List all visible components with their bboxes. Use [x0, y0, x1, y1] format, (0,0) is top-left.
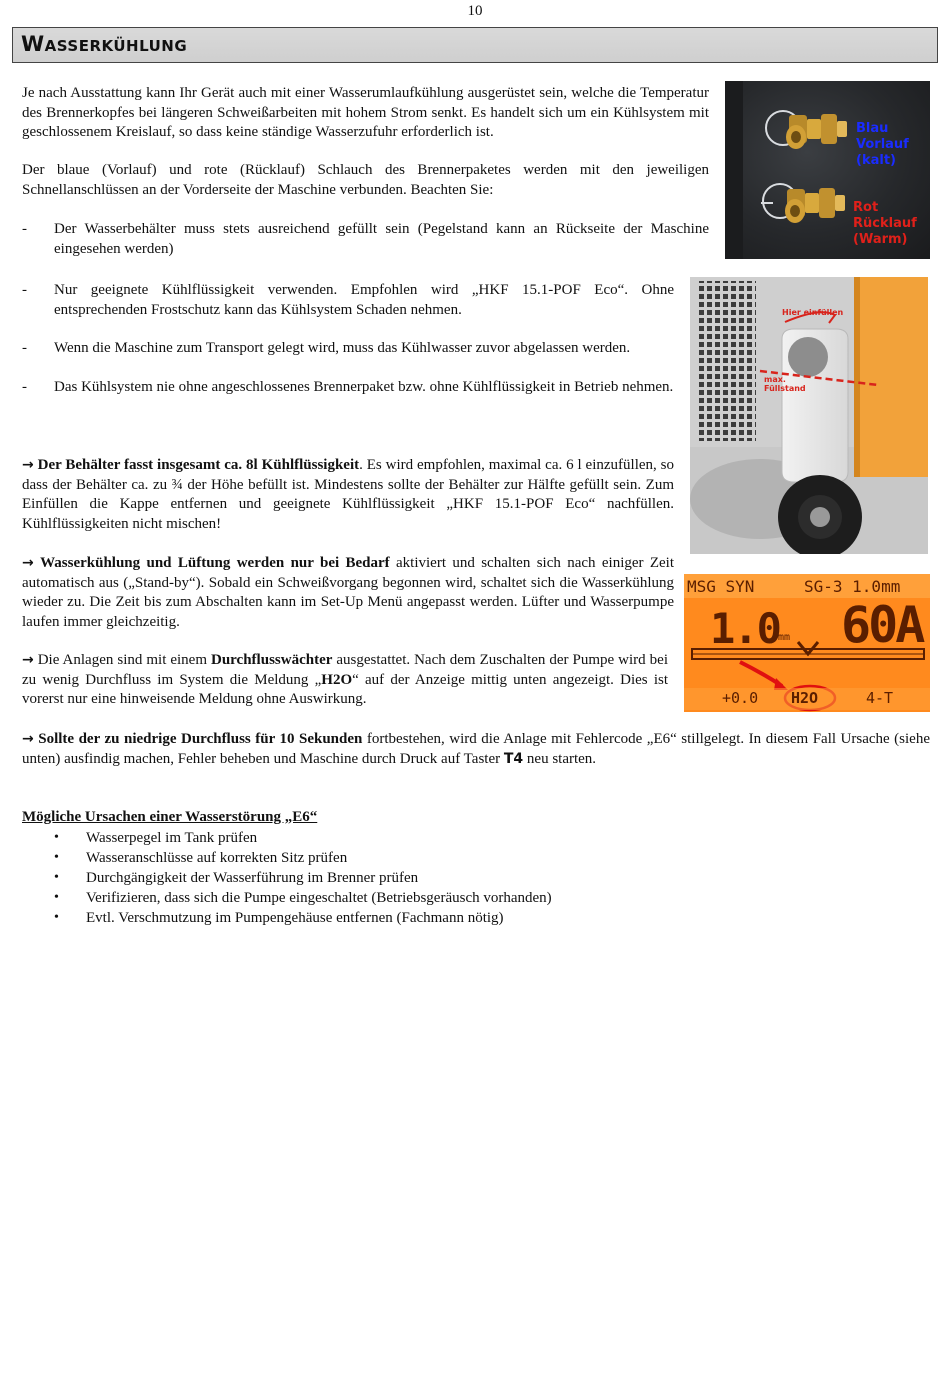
display-bottom-right: 4-T — [866, 689, 894, 707]
dash-item-4: Das Kühlsystem nie ohne angeschlossenes Brennerpaket bzw. ohne Kühlflüssigkeit in Betrieb nehmen. — [54, 379, 674, 395]
key-t4: T4 — [503, 750, 524, 767]
blue-label-line-1: Blau — [856, 121, 889, 136]
list-item: • Wasseranschlüsse auf korrekten Sitz prüfen — [46, 848, 552, 868]
control-display — [684, 574, 930, 712]
shutdown-paragraph — [22, 730, 930, 769]
shutdown-end: neu starten. — [523, 750, 597, 767]
display-current: 60A — [841, 596, 923, 654]
dash-item-2: Nur geeignete Kühlflüssigkeit verwenden. Empfohlen wird „HKF 15.1-POF Eco“. Ohne entsprechenden Frostschutz kann das Kühlsystem Schaden nehmen. — [54, 282, 674, 318]
intro-paragraph: Je nach Ausstattung kann Ihr Gerät auch mit einer Wasserumlaufkühlung ausgerüstet sein, welche die Temperatur des Brennerkopfes bei längeren Schweißarbeiten mit hohem Strom senkt. Es handelt sich um ein Kühlsystem mit geschlossenem Kreislauf, so dass keine ständige Wasserzufuhr erforderlich ist. — [22, 85, 709, 141]
red-label-line-3: (Warm) — [853, 232, 908, 247]
flow-bold-2: H2O — [321, 671, 353, 688]
connector-red-label — [853, 200, 917, 248]
flow-text-2: ausgestattet. Nach dem Zuschalten der Pumpe wird bei zu wenig Durchfluss im System die Meldung „ — [22, 652, 668, 688]
dash-marker: - — [22, 379, 27, 395]
dash-item-3: Wenn die Maschine zum Transport gelegt wird, muss das Kühlwasser zuvor abgelassen werden. — [54, 340, 631, 356]
dash-marker: - — [22, 221, 27, 237]
display-thickness-unit: mm — [778, 632, 791, 643]
arrow-icon: → — [22, 555, 34, 571]
flow-text-1: Die Anlagen sind mit einem — [33, 652, 211, 668]
tank-fill-label: Hier einfüllen — [782, 308, 844, 317]
dash-marker: - — [22, 340, 27, 356]
connector-blue-label — [856, 121, 909, 169]
display-thickness: 1.0 — [710, 604, 780, 653]
max-label-line-2: Füllstand — [764, 384, 806, 393]
capacity-text: . Es wird empfohlen, maximal ca. 6 l einzufüllen, so dass der Behälter ca. zu ¾ der Höhe befüllt ist. Mindestens sollte der Behälter zur Hälfte gefüllt sein. Zum Einfüllen die Kappe entfernen und geeignete Kühlflüssigkeit „HKF 15.1-POF Eco“ nachfüllen. Kühlflüssigkeiten nicht mischen! — [22, 457, 674, 532]
tank-photo-art — [690, 277, 928, 554]
arrow-icon: → — [22, 731, 34, 747]
arrow-icon: → — [22, 652, 34, 668]
capacity-bold: Der Behälter fasst insgesamt ca. 8l Kühlflüssigkeit — [37, 457, 360, 473]
list-item: • Wasserpegel im Tank prüfen — [46, 828, 552, 848]
flow-bold-1: Durchflusswächter — [211, 652, 333, 668]
blue-label-line-2: Vorlauf — [856, 137, 909, 152]
shutdown-text: fortbestehen, wird die Anlage mit Fehlercode „E6“ stillgelegt. In diesem Fall Ursache (siehe unten) ausfindig machen, Fehler beheben und Maschine durch Druck auf Taster — [22, 731, 930, 767]
flow-paragraph — [22, 651, 668, 710]
flow-text-3: “ auf der Anzeige mittig unten angezeigt. Dies ist vorerst nur eine hinweisende Meldung ohne Auswirkung. — [22, 671, 669, 708]
dash-item-1: Der Wasserbehälter muss stets ausreichend gefüllt sein (Pegelstand kann an Rückseite der Maschine eingesehen werden) — [54, 221, 709, 257]
causes-list — [46, 828, 552, 928]
causes-heading: Mögliche Ursachen einer Wasserstörung „E6“ — [22, 809, 318, 825]
section-title-bar — [12, 27, 938, 63]
red-label-line-2: Rücklauf — [853, 216, 917, 231]
blue-label-line-3: (kalt) — [856, 153, 896, 168]
connection-paragraph: Der blaue (Vorlauf) und rote (Rücklauf) Schlauch des Brennerpaketes werden mit den jeweiligen Schnellanschlüssen an der Vorderseite der Maschine verbunden. Beachten Sie: — [22, 162, 709, 198]
capacity-paragraph — [22, 456, 674, 534]
standby-text: aktiviert und schalten sich nach einiger Zeit automatisch aus („Stand-by“). Sobald ein Schweißvorgang begonnen wird, schaltet sich die Wasserkühlung wieder zu. Die Zeit bis zum Abschalten kann im Set-Up Menü angepasst werden. Lüfter und Wasserpumpe laufen immer gleichzeitig. — [22, 555, 675, 630]
standby-bold: Wasserkühlung und Lüftung werden nur bei Bedarf — [40, 555, 390, 571]
standby-paragraph — [22, 554, 674, 632]
connectors-photo — [725, 81, 930, 259]
list-item: • Evtl. Verschmutzung im Pumpengehäuse entfernen (Fachmann nötig) — [46, 908, 552, 928]
tank-max-label — [764, 375, 806, 393]
arrow-icon: → — [22, 457, 34, 473]
section-title: Wasserkühlung — [21, 32, 188, 56]
max-label-line-1: max. — [764, 375, 786, 384]
page-number: 10 — [467, 3, 483, 19]
display-mode: MSG SYN — [687, 577, 755, 596]
dash-marker: - — [22, 282, 27, 298]
list-item: • Verifizieren, dass sich die Pumpe eingeschaltet (Betriebsgeräusch vorhanden) — [46, 888, 552, 908]
tank-photo — [690, 277, 928, 554]
red-label-line-1: Rot — [853, 200, 879, 215]
display-wire: SG-3 1.0mm — [804, 577, 901, 596]
shutdown-bold: Sollte der zu niedrige Durchfluss für 10 Sekunden — [38, 731, 363, 747]
display-bottom-left: +0.0 — [722, 689, 759, 707]
display-h2o: H2O — [791, 689, 819, 707]
list-item: • Durchgängigkeit der Wasserführung im Brenner prüfen — [46, 868, 552, 888]
